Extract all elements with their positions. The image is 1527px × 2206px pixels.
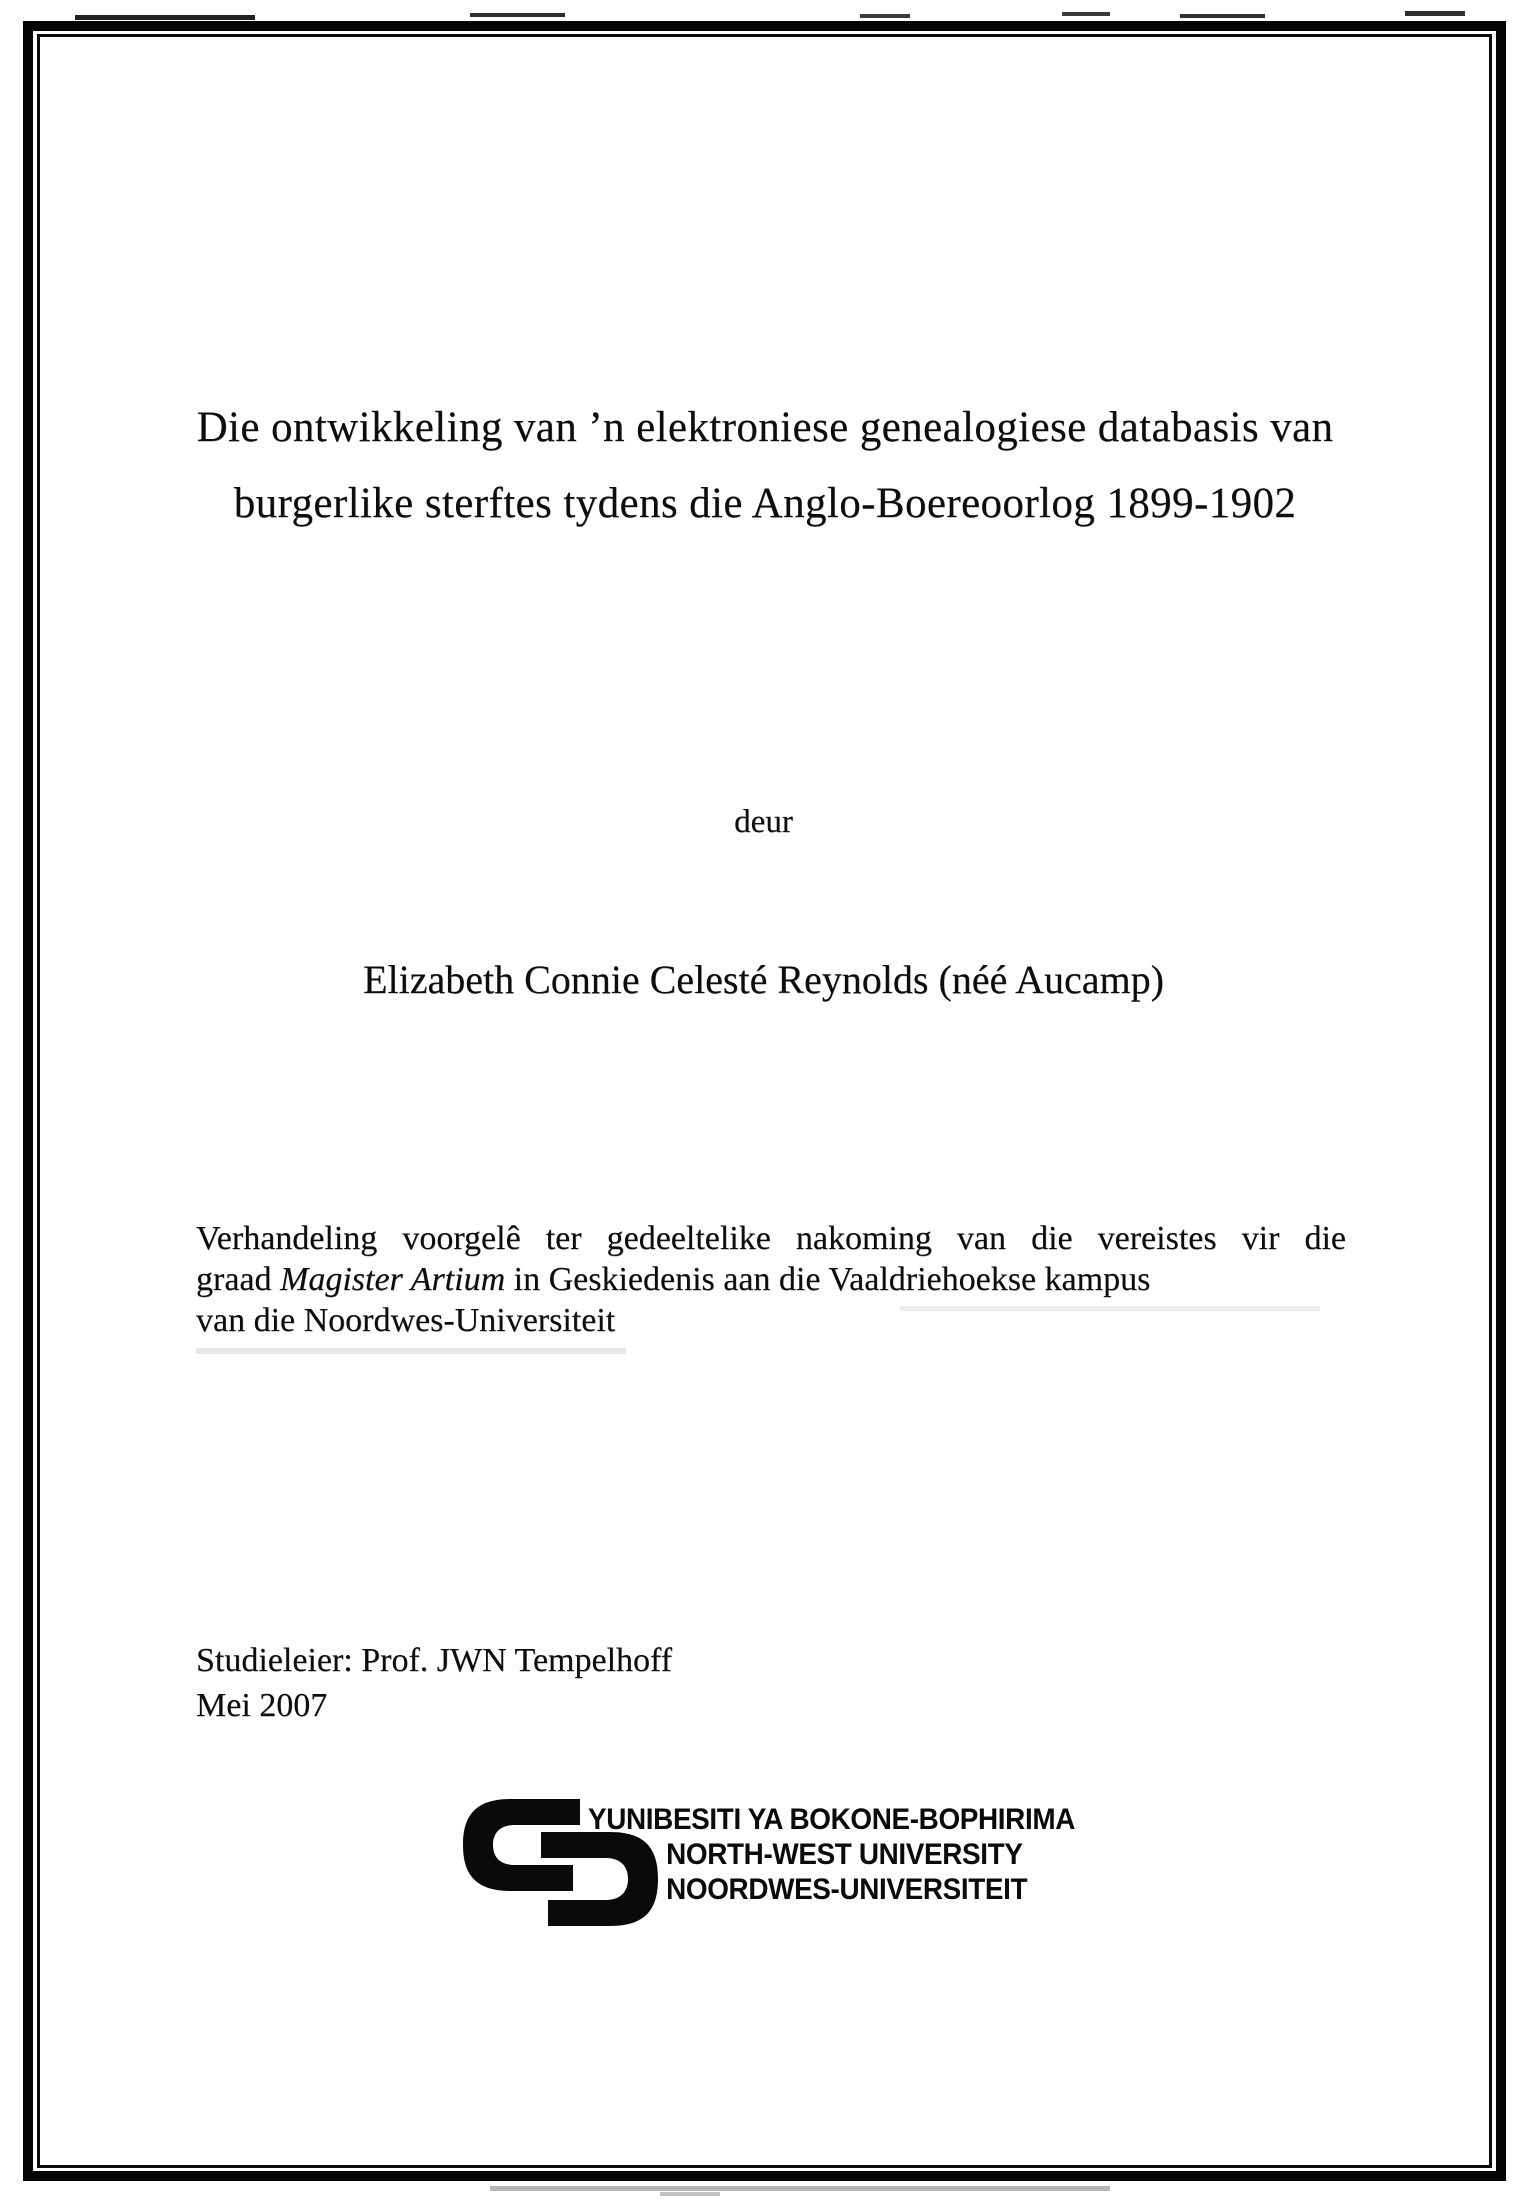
supervisor-line: Studieleier: Prof. JWN Tempelhoff <box>196 1642 673 1679</box>
logo-line-english: NORTH-WEST UNIVERSITY <box>666 1838 1023 1871</box>
byline-deur: deur <box>734 804 793 840</box>
logo-line-setswana: YUNIBESITI YA BOKONE-BOPHIRIMA <box>588 1803 1075 1836</box>
statement-line-2-suffix: in Geskiedenis aan die Vaaldriehoekse kampus <box>505 1261 1151 1298</box>
date-line: Mei 2007 <box>196 1687 328 1724</box>
author-name: Elizabeth Connie Celesté Reynolds (néé Aucamp) <box>363 957 1164 1002</box>
scan-artifact <box>860 14 910 18</box>
thesis-statement <box>196 1218 1346 1341</box>
scan-artifact <box>1062 12 1110 16</box>
scan-artifact <box>660 2192 720 2196</box>
thesis-title-line-2: burgerlike sterftes tydens die Anglo-Boereoorlog 1899-1902 <box>233 480 1297 527</box>
thesis-title-line-1: Die ontwikkeling van ’n elektroniese genealogiese databasis van <box>196 404 1334 451</box>
scan-artifact <box>470 13 565 17</box>
statement-line-1: Verhandeling voorgelê ter gedeeltelike nakoming van die vereistes vir die <box>196 1220 1346 1257</box>
scan-artifact <box>490 2186 1110 2191</box>
scan-artifact <box>1180 14 1265 18</box>
logo-line-afrikaans: NOORDWES-UNIVERSITEIT <box>666 1873 1028 1906</box>
statement-line-3: van die Noordwes-Universiteit <box>196 1302 616 1339</box>
thesis-title <box>160 390 1370 542</box>
scan-artifact <box>1405 11 1465 16</box>
scan-artifact <box>75 15 255 20</box>
degree-name-italic: Magister Artium <box>280 1261 506 1298</box>
statement-line-2-prefix: graad <box>196 1261 281 1298</box>
logo-wordmark <box>588 1802 1075 1907</box>
statement-line-2 <box>196 1259 1346 1300</box>
